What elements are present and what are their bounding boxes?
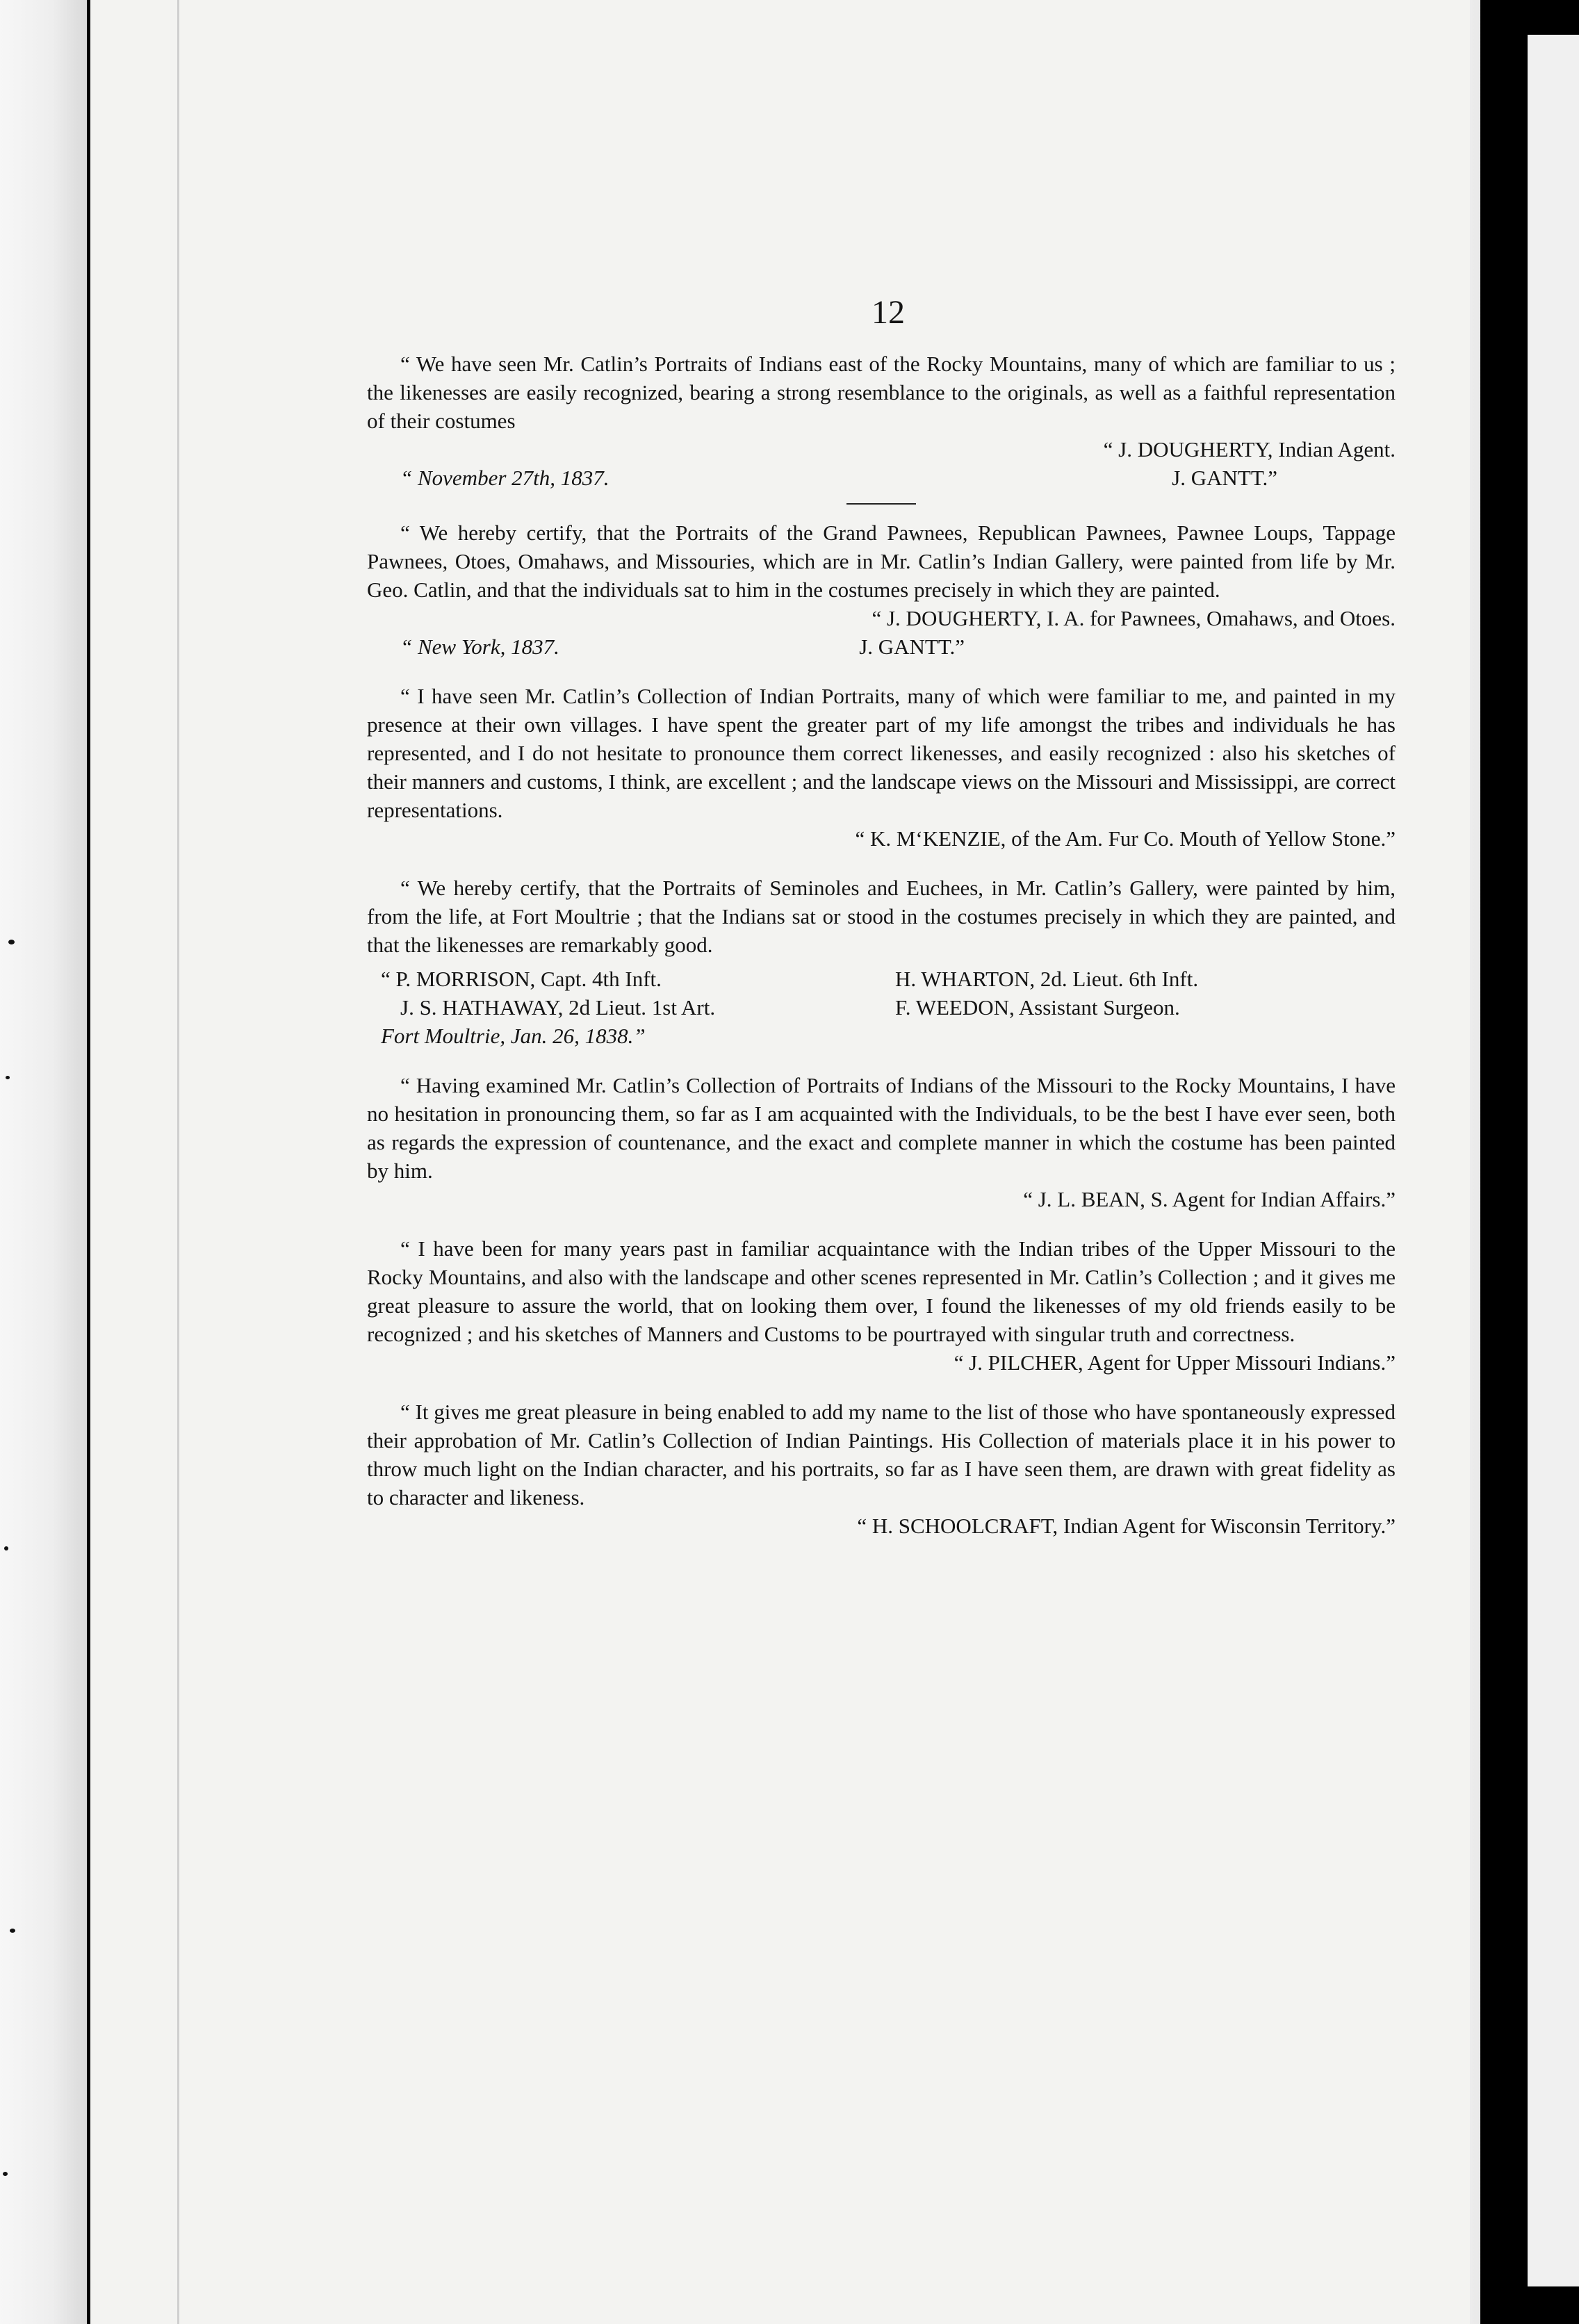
testimonial bbox=[367, 874, 1396, 1050]
scan-speck bbox=[6, 1076, 10, 1079]
testimonial bbox=[367, 1234, 1396, 1377]
testimonial bbox=[367, 1071, 1396, 1213]
scan-speck bbox=[8, 940, 15, 944]
page-content bbox=[367, 295, 1396, 1540]
scan-margin-left bbox=[0, 0, 87, 2324]
testimonial-text: “ We hereby certify, that the Portraits of the Grand Pawnees, Republican Pawnees, Pawnee Loups, Tappage Pawnees, Otoes, Omahaws, and Missouries, which are in Mr. Catlin’s Indian Gallery, were painted from life by Mr. Geo. Catlin, and that the individuals sat to him in the costumes precisely in which they are painted. bbox=[367, 521, 1396, 602]
testimonial bbox=[367, 518, 1396, 661]
page-number: 12 bbox=[872, 294, 905, 331]
testimonial-signature: “ J. DOUGHERTY, I. A. for Pawnees, Omahaws, and Otoes. bbox=[872, 606, 1396, 630]
testimonial-date: “ New York, 1837. bbox=[400, 635, 559, 659]
adjacent-page-edge bbox=[1528, 35, 1579, 2286]
testimonial-signature: “ H. SCHOOLCRAFT, Indian Agent for Wisconsin Territory.” bbox=[857, 1514, 1396, 1538]
testimonial-text: “ We hereby certify, that the Portraits of Seminoles and Euchees, in Mr. Catlin’s Gallery, were painted by him, from the life, at Fort Moultrie ; that the Indians sat or stood in the costumes precisely in which they are painted, and that the likenesses are remarkably good. bbox=[367, 876, 1396, 957]
testimonial-signature: “ J. DOUGHERTY, Indian Agent. bbox=[1103, 437, 1396, 461]
testimonial bbox=[367, 1398, 1396, 1540]
page-right-edge bbox=[1470, 0, 1480, 2324]
testimonial-signature-2: J. GANTT.” bbox=[1172, 466, 1277, 490]
scan-speck bbox=[10, 1929, 15, 1933]
testimonial-text: “ Having examined Mr. Catlin’s Collection of Portraits of Indians of the Missouri to the Rocky Mountains, I have no hesitation in pronouncing them, so far as I am acquainted with the Individuals, to be the best I have ever seen, both as regards the expression of countenance, and the exact and complete manner in which the costume has been painted by him. bbox=[367, 1073, 1396, 1183]
testimonial-signature: “ K. M‘KENZIE, of the Am. Fur Co. Mouth of Yellow Stone.” bbox=[855, 826, 1396, 851]
scan-speck bbox=[3, 2172, 8, 2176]
testimonial-date: Fort Moultrie, Jan. 26, 1838.” bbox=[381, 1024, 646, 1048]
testimonial bbox=[367, 350, 1396, 492]
page-fold bbox=[177, 0, 179, 2324]
testimonial-text: “ We have seen Mr. Catlin’s Portraits of Indians east of the Rocky Mountains, many of which are familiar to us ; the likenesses are easily recognized, bearing a strong resemblance to the originals, as well as a faithful representation of their costumes bbox=[367, 352, 1396, 433]
testimonial-date-row bbox=[367, 464, 1396, 492]
testimonial-signature: “ J. L. BEAN, S. Agent for Indian Affairs.” bbox=[1023, 1187, 1396, 1211]
testimonial-text: “ I have been for many years past in familiar acquaintance with the Indian tribes of the Upper Missouri to the Rocky Mountains, and also with the landscape and other scenes represented in Mr. Catlin’s Collection ; and it gives me great pleasure to assure the world, that on looking them over, I found the likenesses of my old friends easily to be recognized ; and his sketches of Manners and Customs to be pourtrayed with singular truth and correctness. bbox=[367, 1236, 1396, 1346]
signer: H. WHARTON, 2d. Lieut. 6th Inft. bbox=[895, 967, 1199, 991]
testimonial-signers bbox=[367, 965, 1396, 1022]
signer: J. S. HATHAWAY, 2d Lieut. 1st Art. bbox=[400, 995, 716, 1020]
testimonial-date-row bbox=[367, 632, 1396, 661]
testimonial-signature-2: J. GANTT.” bbox=[859, 635, 965, 659]
testimonial-text: “ I have seen Mr. Catlin’s Collection of Indian Portraits, many of which were familiar to me, and painted in my presence at their own villages. I have spent the greater part of my life amongst the tribes and individuals he has represented, and I do not hesitate to pronounce them correct likenesses, and easily recognized : also his sketches of their manners and customs, I think, are excellent ; and the landscape views on the Missouri and Mississippi, are correct representations. bbox=[367, 684, 1396, 822]
signer: “ P. MORRISON, Capt. 4th Inft. bbox=[381, 967, 662, 991]
testimonial-text: “ It gives me great pleasure in being enabled to add my name to the list of those who have spontaneously expressed their approbation of Mr. Catlin’s Collection of Indian Paintings. His Collection of materials place it in his power to throw much light on the Indian character, and his portraits, so far as I have seen them, are drawn with great fidelity as to character and likeness. bbox=[367, 1400, 1396, 1509]
signer: F. WEEDON, Assistant Surgeon. bbox=[895, 995, 1180, 1020]
testimonial-signature: “ J. PILCHER, Agent for Upper Missouri Indians.” bbox=[954, 1350, 1396, 1375]
testimonial bbox=[367, 682, 1396, 853]
scan-speck bbox=[4, 1546, 8, 1550]
section-rule bbox=[846, 503, 916, 505]
testimonial-date: “ November 27th, 1837. bbox=[400, 466, 609, 490]
